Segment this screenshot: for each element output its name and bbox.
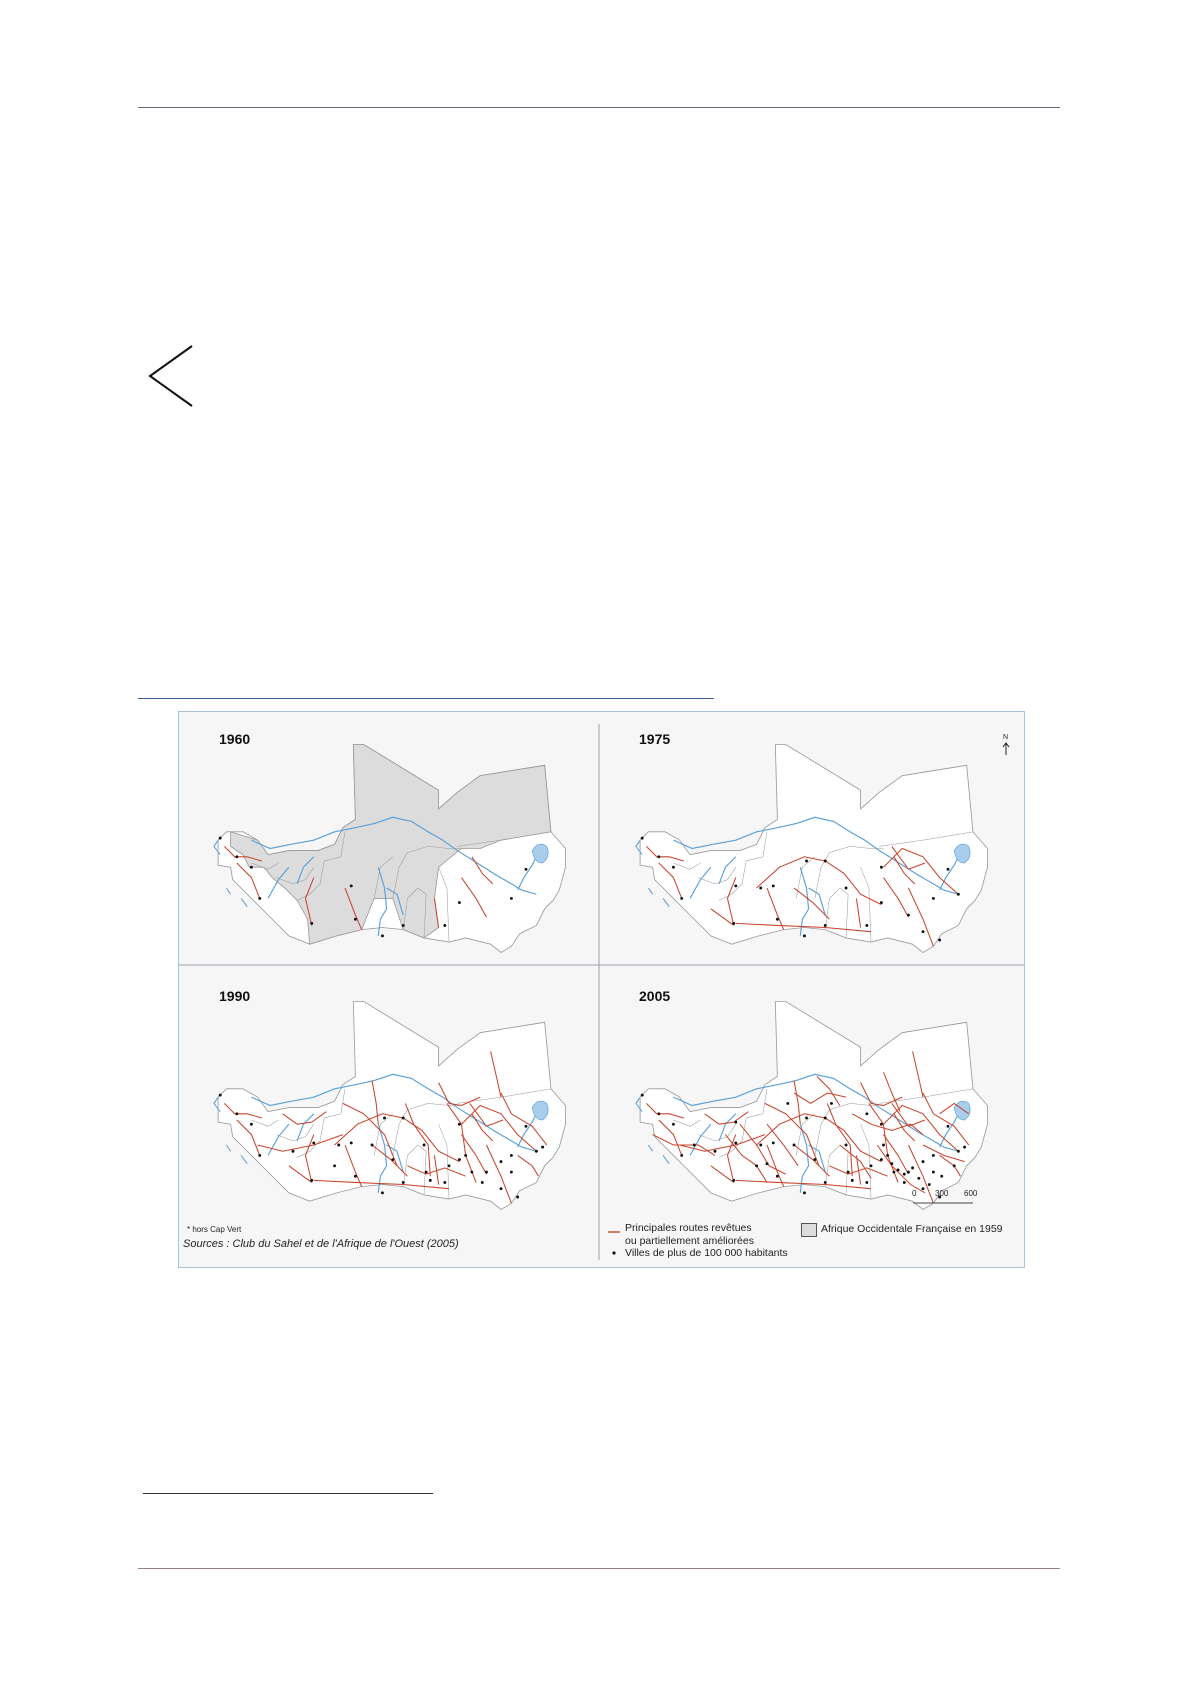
city-dot [541, 1146, 544, 1149]
city-dot [932, 1154, 935, 1157]
city-dot [907, 1171, 910, 1174]
city-dot [510, 897, 513, 900]
footer-rule [138, 1568, 1060, 1569]
city-dot [500, 1160, 503, 1163]
city-dot [880, 901, 883, 904]
city-dot [957, 1150, 960, 1153]
city-dot [235, 855, 238, 858]
city-dot [734, 1141, 737, 1144]
city-dot [776, 918, 779, 921]
city-dot [772, 884, 775, 887]
city-dot [847, 1171, 850, 1174]
city-dot [957, 893, 960, 896]
panel-label-1960: 1960 [219, 731, 251, 747]
city-dot [824, 1117, 827, 1120]
city-dot [759, 1144, 762, 1147]
city-dot [391, 1158, 394, 1161]
city-dot [897, 1169, 900, 1172]
city-dot [425, 1171, 428, 1174]
north-arrow-icon [1000, 742, 1012, 756]
city-dot [219, 1094, 222, 1097]
city-dot [354, 1175, 357, 1178]
city-dot [803, 1191, 806, 1194]
city-dot [429, 1179, 432, 1182]
city-dot [732, 922, 735, 925]
city-dot [734, 1121, 737, 1124]
city-dot [371, 1144, 374, 1147]
legend-road-swatch [607, 1229, 621, 1235]
scale-label-600: 600 [964, 1189, 978, 1198]
city-dot [805, 860, 808, 863]
city-dot [786, 1102, 789, 1105]
city-dot [641, 1094, 644, 1097]
city-dot [922, 1160, 925, 1163]
city-dot [947, 1125, 950, 1128]
city-dot [312, 1141, 315, 1144]
panel-label-1975: 1975 [639, 731, 671, 747]
city-dot [932, 1171, 935, 1174]
city-dot [423, 1144, 426, 1147]
city-dot [219, 837, 222, 840]
city-dot [953, 1164, 956, 1167]
legend-aof-swatch [801, 1223, 817, 1237]
city-dot [845, 887, 848, 890]
city-dot [525, 868, 528, 871]
city-dot [755, 1164, 758, 1167]
city-dot [657, 1112, 660, 1115]
map-panel-1990 [214, 1001, 566, 1209]
city-dot [830, 1102, 833, 1105]
city-dot [882, 1144, 885, 1147]
city-dot [714, 1150, 717, 1153]
city-dot [865, 1181, 868, 1184]
city-dot [500, 1187, 503, 1190]
city-dot [250, 866, 253, 869]
city-dot [250, 1123, 253, 1126]
city-dot [510, 1171, 513, 1174]
city-dot [485, 1171, 488, 1174]
city-dot [932, 897, 935, 900]
city-dot [880, 1158, 883, 1161]
legend-cities-label: Villes de plus de 100 000 habitants [625, 1247, 788, 1259]
city-dot [448, 1164, 451, 1167]
map-canvas [179, 712, 1024, 1267]
city-dot [310, 1179, 313, 1182]
map-panel-1960 [214, 744, 566, 952]
city-dot [350, 1141, 353, 1144]
legend-roads-label-line2: ou partiellement améliorées [625, 1235, 754, 1247]
city-dot [470, 1171, 473, 1174]
north-label: N [1003, 734, 1009, 741]
scale-label-0: 0 [912, 1189, 917, 1198]
city-dot [922, 1187, 925, 1190]
city-dot [824, 860, 827, 863]
city-dot [803, 934, 806, 937]
sources-note: Sources : Club du Sahel et de l'Afrique de l'Ouest (2005) [183, 1238, 459, 1250]
city-dot [813, 1158, 816, 1161]
panel-label-1990: 1990 [219, 988, 251, 1004]
city-dot [333, 1164, 336, 1167]
city-dot [766, 1162, 769, 1165]
panel-label-2005: 2005 [639, 988, 671, 1004]
city-dot [793, 1144, 796, 1147]
legend-aof-label: Afrique Occidentale Française en 1959 [821, 1223, 1003, 1235]
city-dot [525, 1125, 528, 1128]
city-dot [865, 1112, 868, 1115]
city-dot [292, 1150, 295, 1153]
city-dot [657, 855, 660, 858]
city-dot [922, 930, 925, 933]
city-dot [880, 1123, 883, 1126]
city-dot [535, 1150, 538, 1153]
legend-city-swatch [611, 1250, 617, 1256]
city-dot [458, 901, 461, 904]
city-dot [464, 1154, 467, 1157]
city-dot [310, 922, 313, 925]
city-dot [672, 1123, 675, 1126]
header-rule [138, 107, 1060, 108]
city-dot [880, 866, 883, 869]
city-dot [680, 897, 683, 900]
city-dot [928, 1183, 931, 1186]
city-dot [381, 934, 384, 937]
city-dot [443, 1181, 446, 1184]
city-dot [947, 868, 950, 871]
city-dot [886, 1154, 889, 1157]
scale-label-300: 300 [935, 1189, 949, 1198]
city-dot [458, 1158, 461, 1161]
city-dot [940, 1175, 943, 1178]
city-dot [911, 1166, 914, 1169]
city-dot [890, 1162, 893, 1165]
map-panel-1975 [636, 744, 988, 952]
city-dot [824, 924, 827, 927]
city-dot [381, 1191, 384, 1194]
scale-bar [912, 1201, 974, 1205]
city-dot [235, 1112, 238, 1115]
map-panel-2005 [636, 1001, 988, 1209]
city-dot [805, 1117, 808, 1120]
city-dot [732, 1179, 735, 1182]
city-dot [851, 1179, 854, 1182]
city-dot [865, 924, 868, 927]
city-dot [963, 1146, 966, 1149]
city-dot [354, 918, 357, 921]
city-dot [402, 924, 405, 927]
city-dot [443, 924, 446, 927]
city-dot [510, 1154, 513, 1157]
city-dot [258, 1154, 261, 1157]
city-dot [938, 939, 941, 942]
city-dot [824, 1181, 827, 1184]
city-dot [693, 1144, 696, 1147]
city-dot [903, 1173, 906, 1176]
city-dot [458, 1123, 461, 1126]
city-dot [481, 1181, 484, 1184]
city-dot [402, 1117, 405, 1120]
city-dot [892, 1171, 895, 1174]
city-dot [907, 914, 910, 917]
city-dot [680, 1154, 683, 1157]
footnote-rule [143, 1493, 433, 1494]
city-dot [870, 1164, 873, 1167]
road-network-map-figure [178, 711, 1025, 1268]
city-dot [776, 1175, 779, 1178]
city-dot [383, 1117, 386, 1120]
city-dot [402, 1181, 405, 1184]
city-dot [350, 884, 353, 887]
city-dot [641, 837, 644, 840]
city-dot [516, 1196, 519, 1199]
city-dot [903, 1181, 906, 1184]
city-dot [258, 897, 261, 900]
city-dot [759, 887, 762, 890]
city-dot [917, 1177, 920, 1180]
chevron-left-icon [146, 344, 196, 408]
city-dot [337, 1144, 340, 1147]
legend-roads-label-line1: Principales routes revêtues [625, 1222, 752, 1234]
footnote: * hors Cap Vert [187, 1225, 242, 1234]
city-dot [772, 1141, 775, 1144]
city-dot [845, 1144, 848, 1147]
figure-title-rule [138, 698, 714, 699]
city-dot [734, 884, 737, 887]
city-dot [672, 866, 675, 869]
